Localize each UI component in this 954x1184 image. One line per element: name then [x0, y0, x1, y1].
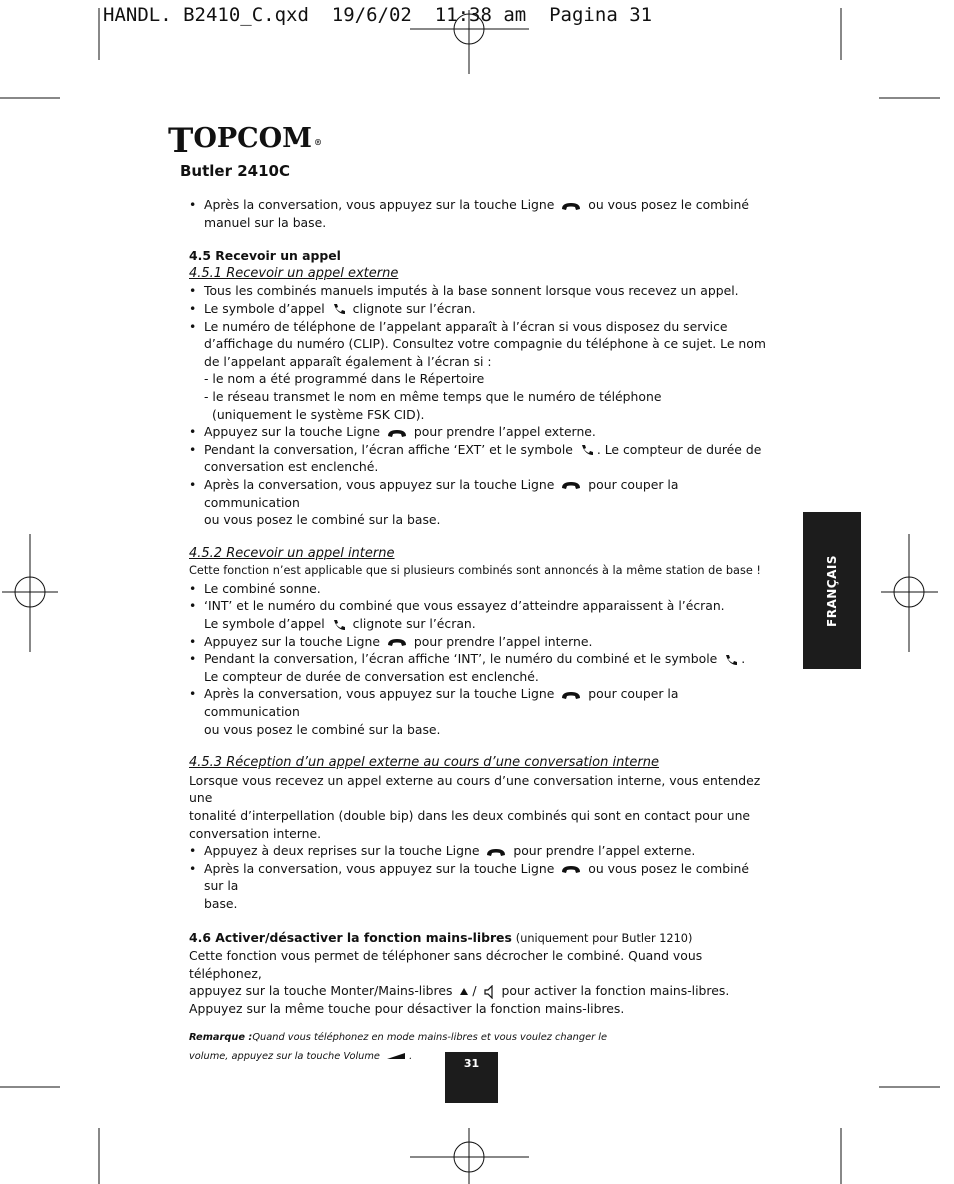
handset-line-icon [561, 864, 581, 874]
section-heading-4-6: 4.6 Activer/désactiver la fonction mains-libres (uniquement pour Butler 1210) [189, 929, 693, 945]
logo-initial: T [168, 121, 194, 161]
list-item: • Pendant la conversation, l’écran affiche ‘INT’, le numéro du combiné et le symbole . Le compteur de durée de conversation est enclenché. [189, 650, 767, 685]
brand-header [168, 121, 323, 180]
handset-line-icon [486, 847, 506, 857]
list-item: • Après la conversation, vous appuyez sur la touche Ligne ou vous posez le combiné sur la base. [189, 860, 767, 913]
list-item: • Tous les combinés manuels imputés à la base sonnent lorsque vous recevez un appel. [189, 282, 767, 300]
list-item: • Pendant la conversation, l’écran affiche ‘EXT’ et le symbole . Le compteur de durée de conversation est enclenché. [189, 441, 767, 476]
handset-line-icon [387, 637, 407, 647]
remark-note: Remarque :Quand vous téléphonez en mode mains-libres et vous voulez changer le volume, appuyez sur la touche Volume . [189, 1031, 607, 1062]
registered-mark: ® [314, 137, 323, 147]
phone-ringing-icon [332, 619, 346, 631]
list-item: • Après la conversation, vous appuyez sur la touche Ligne ou vous posez le combiné manuel sur la base. [189, 196, 767, 231]
print-slug: HANDL. B2410_C.qxd 19/6/02 11:38 am Pagina 31 [103, 4, 653, 26]
subsection-heading-4-5-1: 4.5.1 Recevoir un appel externe [189, 265, 399, 281]
handset-line-icon [387, 428, 407, 438]
list-item: • Appuyez sur la touche Ligne pour prendre l’appel interne. [189, 633, 767, 651]
handset-line-icon [561, 201, 581, 211]
page-number: 31 [445, 1052, 498, 1103]
phone-ringing-icon [580, 444, 594, 456]
list-item: • Appuyez à deux reprises sur la touche Ligne pour prendre l’appel externe. [189, 842, 767, 860]
paragraph: Lorsque vous recevez un appel externe au cours d’une conversation interne, vous entendez une tonalité d’interpellation (double bip) dans les deux combinés qui sont en contact pour une conversation interne. [189, 772, 761, 841]
note-text: Cette fonction n’est applicable que si plusieurs combinés sont annoncés à la même station de base ! [189, 564, 761, 578]
list-item: • Le numéro de téléphone de l’appelant apparaît à l’écran si vous disposez du service d’affichage du numéro (CLIP). Consultez votre compagnie du téléphone à ce sujet. Le nom de l’appelant apparaît également à l’écran si : - le nom a été programmé dans le Répertoire - le réseau transmet le nom en même temps que le numéro de téléphone (uniquement le système FSK CID). [189, 318, 767, 424]
logo-rest: OPCOM [193, 123, 313, 154]
language-tab-label: FRANÇAIS [825, 554, 839, 627]
topcom-logo [168, 121, 323, 161]
triangle-up-icon [459, 987, 469, 996]
list-item: • Après la conversation, vous appuyez sur la touche Ligne pour couper la communication ou vous posez le combiné sur la base. [189, 476, 767, 529]
volume-wedge-icon [386, 1052, 406, 1060]
phone-ringing-icon [724, 654, 738, 666]
list-item: • Appuyez sur la touche Ligne pour prendre l’appel externe. [189, 423, 767, 441]
list-item: • ‘INT’ et le numéro du combiné que vous essayez d’atteindre apparaissent à l’écran. Le symbole d’appel clignote sur l’écran. [189, 597, 767, 632]
subsection-heading-4-5-3: 4.5.3 Réception d’un appel externe au cours d’une conversation interne [189, 755, 659, 771]
manual-content [189, 196, 767, 1066]
list-item: • Le symbole d’appel clignote sur l’écran. [189, 300, 767, 318]
list-item: • Après la conversation, vous appuyez sur la touche Ligne pour couper la communication ou vous posez le combiné sur la base. [189, 685, 767, 738]
handset-line-icon [561, 690, 581, 700]
list-item: • Le combiné sonne. [189, 580, 767, 598]
phone-ringing-icon [332, 303, 346, 315]
speaker-icon [484, 985, 495, 999]
handset-line-icon [561, 480, 581, 490]
section-heading-4-5: 4.5 Recevoir un appel [189, 248, 341, 264]
paragraph: Cette fonction vous permet de téléphoner sans décrocher le combiné. Quand vous téléphonez, appuyez sur la touche Monter/Mains-libres / pour activer la fonction mains-libres. Appuyez sur la même touche pour désactiver la fonction mains-libres. [189, 948, 730, 1016]
language-tab [803, 512, 861, 669]
model-name: Butler 2410C [180, 162, 290, 180]
subsection-heading-4-5-2: 4.5.2 Recevoir un appel interne [189, 545, 395, 561]
